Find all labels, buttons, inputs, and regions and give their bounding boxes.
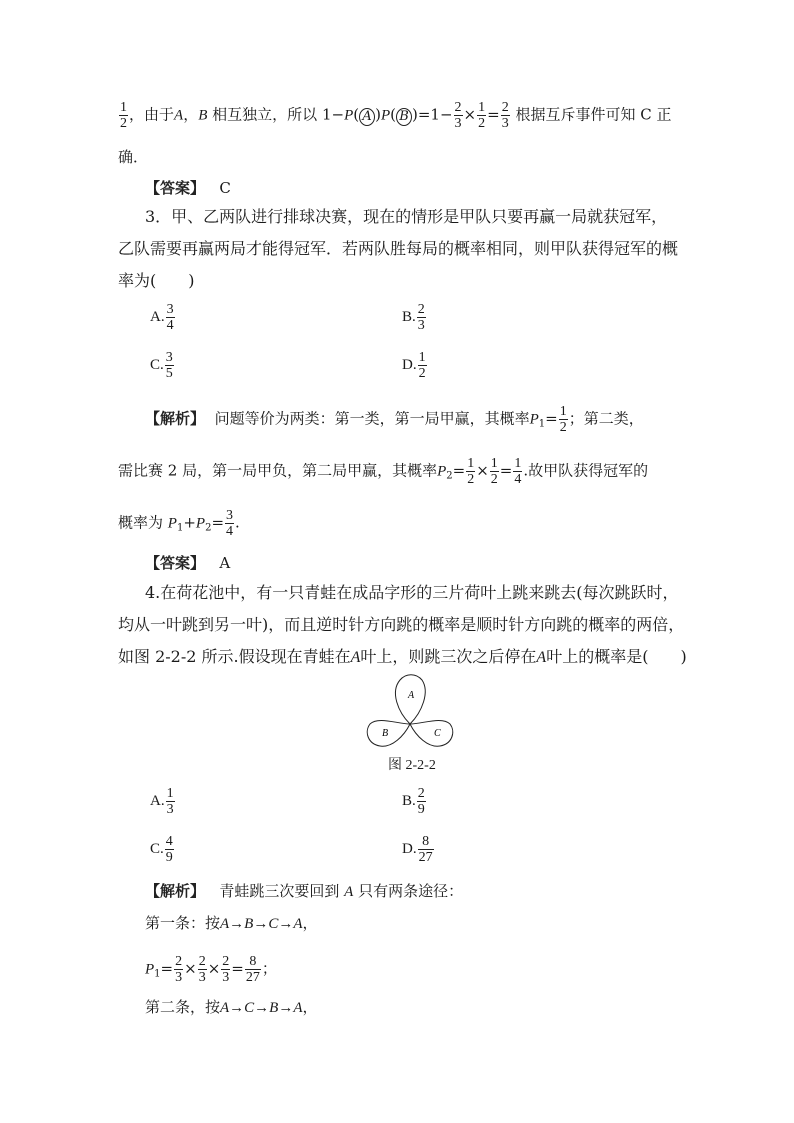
q3-line1: 3．甲、乙两队进行排球决赛，现在的情形是甲队只要再赢一局就获冠军， (145, 207, 668, 226)
fraction-half: $\frac{1}{2}$ (120, 100, 127, 131)
q4-line3: 如图 2-2-2 所示.假设现在青蛙在A叶上，则跳三次之后停在A叶上的概率是( ) (118, 647, 687, 666)
answer-3: 【答案】 A (145, 554, 231, 572)
leaf-c-label: C (434, 728, 441, 739)
analysis-3-line3: 概率为 $P_1+P_2=$ $\frac{3}{4}$ . (118, 508, 240, 539)
q4-line2: 均从一叶跳到另一叶)，而且逆时针方向跳的概率是顺时针方向跳的概率的两倍， (118, 615, 685, 634)
leaf-b-label: B (382, 728, 389, 739)
prev-solution-end: 确． (118, 148, 149, 166)
q4-line1: 4.在荷花池中，有一只青蛙在成品字形的三片荷叶上跳来跳去(每次跳跃时， (145, 583, 679, 602)
analysis-3-line1: 【解析】 问题等价为两类：第一类，第一局甲赢，其概率$P_1=$ $\frac{1}{2}$ ；第二类， (145, 404, 644, 435)
figure-caption: 图 2-2-2 (388, 758, 436, 773)
analysis-4-path2: 第二条，按A→C→B→A， (145, 998, 318, 1016)
q3-option-a: A. $\frac{3}{4}$ (150, 302, 174, 333)
q3-option-c: C. $\frac{3}{5}$ (150, 350, 173, 381)
analysis-3-line2: 需比赛 2 局，第一局甲负，第二局甲赢，其概率$P_2=$ $\frac{1}{2}$ × $\frac{1}{2}$ = $\frac{1}{4}$ .故甲队获得冠军的 (118, 456, 649, 487)
analysis-4-line1: 【解析】 青蛙跳三次要回到 A 只有两条途径： (145, 882, 464, 900)
answer-2: 【答案】 C (145, 179, 231, 197)
prev-solution-line: $\frac{1}{2}$ ，由于A，B 相互独立，所以 1−P( A )P( B )=1− $\frac{2}{3}$ × $\frac{1}{2}$ = $\frac{2}{3}$ 根据互斥事件可知 C 正 (120, 100, 672, 131)
analysis-4-p1: $P_1=$ $\frac{2}{3}$ × $\frac{2}{3}$ × $\frac{2}{3}$ = $\frac{8}{27}$ ； (145, 954, 277, 985)
complement-b: B (396, 108, 412, 126)
q4-option-c: C. $\frac{4}{9}$ (150, 834, 173, 865)
q3-line2: 乙队需要再赢两局才能得冠军．若两队胜每局的概率相同，则甲队获得冠军的概 (118, 239, 679, 258)
q4-option-a: A. $\frac{1}{3}$ (150, 786, 174, 817)
leaf-c-shape (410, 720, 453, 746)
analysis-4-path1: 第一条：按A→B→C→A， (145, 914, 318, 932)
leaf-a-label: A (408, 690, 415, 701)
q3-option-d: D. $\frac{1}{2}$ (402, 350, 426, 381)
leaf-b-shape (367, 720, 410, 746)
complement-a: A (359, 108, 375, 126)
q3-option-b: B. $\frac{2}{3}$ (402, 302, 425, 333)
q3-line3: 率为( ) (118, 271, 195, 290)
q4-option-b: B. $\frac{2}{9}$ (402, 786, 425, 817)
lily-pad-figure (360, 672, 460, 752)
q4-option-d: D. $\frac{8}{27}$ (402, 834, 433, 865)
